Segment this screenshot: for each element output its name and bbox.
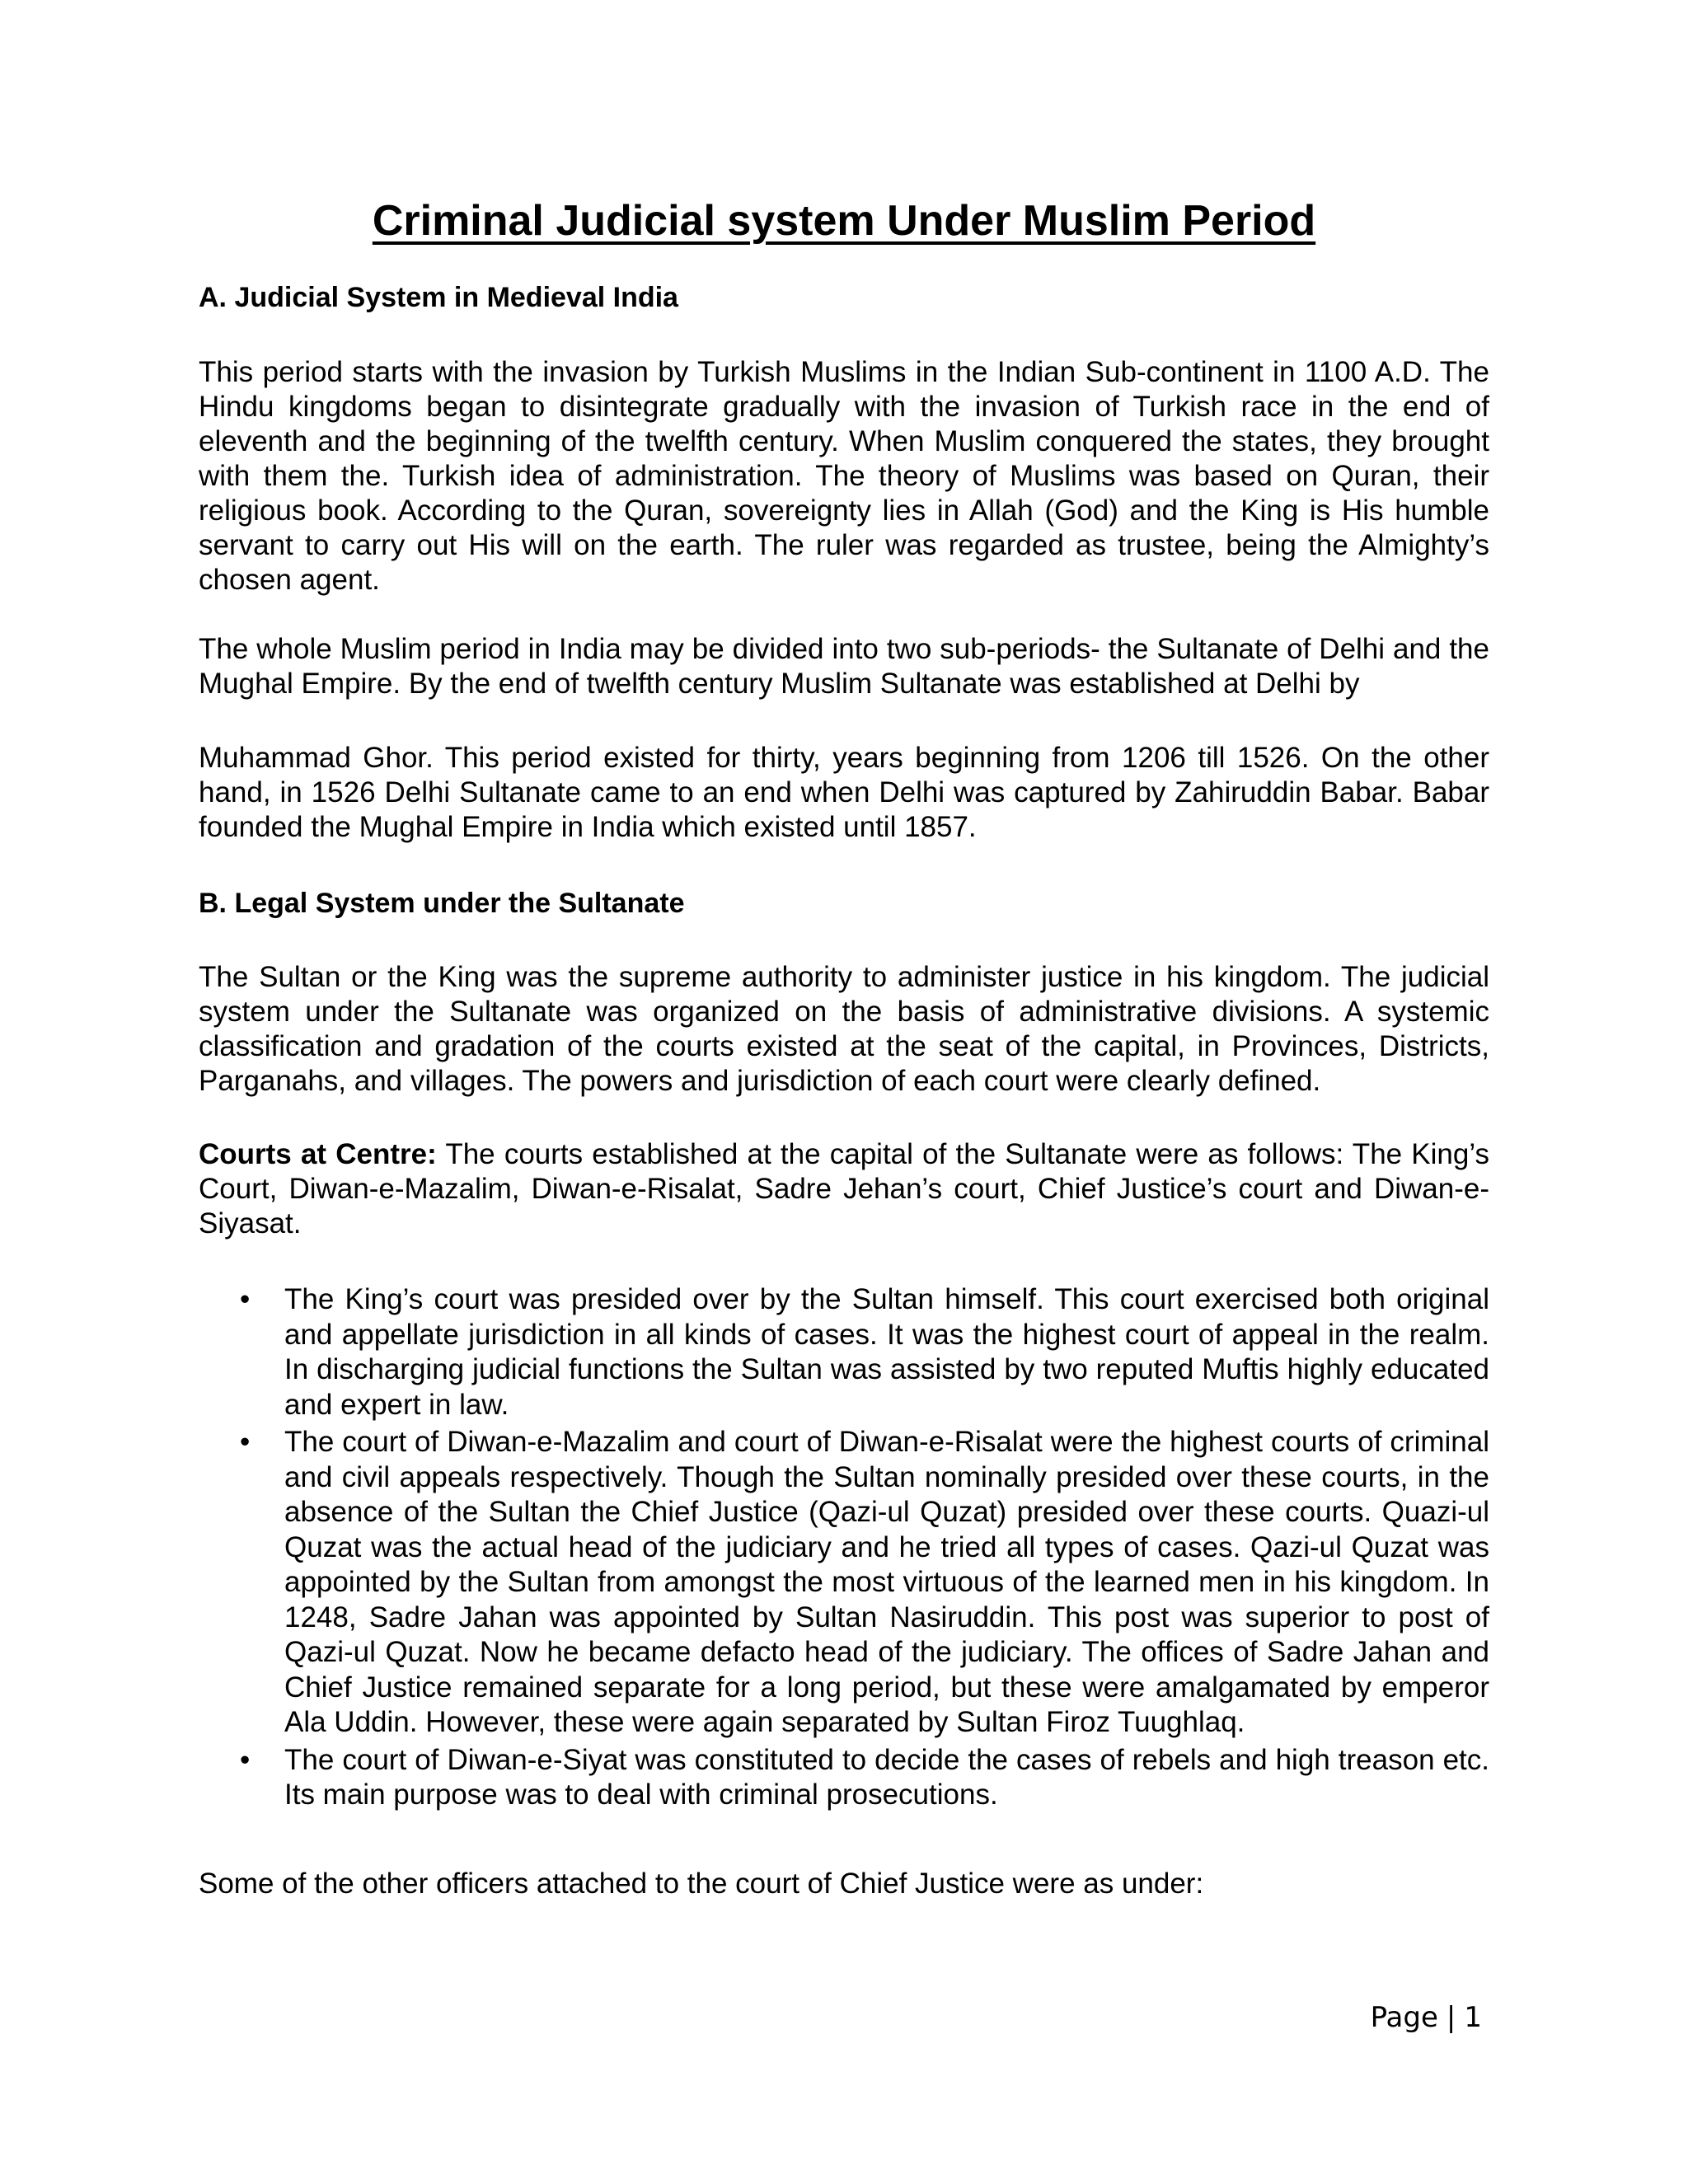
section-a-paragraph-2: The whole Muslim period in India may be divided into two sub-periods- the Sultanate of Delhi and the Mughal Empire. By the end of twelfth century Muslim Sultanate was established at Delhi by [199,633,1489,700]
document-title: Criminal Judicial system Under Muslim Period [372,197,1316,245]
page-number: 1 [1464,2001,1482,2034]
bullet-icon: • [240,1426,251,1458]
section-a-heading: A. Judicial System in Medieval India [199,282,678,313]
list-item [199,1425,1489,1741]
courts-bullet-list [199,1282,1489,1816]
section-b-heading: B. Legal System under the Sultanate [199,888,685,919]
list-item [199,1743,1489,1813]
page-separator: | [1446,2001,1456,2034]
page-label: Page [1370,2001,1438,2034]
list-item-text: The King’s court was presided over by the Sultan himself. This court exercised both original and appellate jurisdiction in all kinds of cases. It was the highest court of appeal in the realm. In discharging judicial functions the Sultan was assisted by two reputed Muftis highly educated and expert in law. [284,1283,1489,1421]
section-a-paragraph-1: This period starts with the invasion by Turkish Muslims in the Indian Sub-continent in 1100 A.D. The Hindu kingdoms began to disintegrate gradually with the invasion of Turkish race in the end of eleventh and the beginning of the twelfth century. When Muslim conquered the states, they brought with them the. Turkish idea of administration. The theory of Muslims was based on Quran, their religious book. According to the Quran, sovereignty lies in Allah (God) and the King is His humble servant to carry out His will on the earth. The ruler was regarded as trustee, being the Almighty’s chosen agent. [199,356,1489,596]
list-item-text: The court of Diwan-e-Mazalim and court of Diwan-e-Risalat were the highest courts of criminal and civil appeals respectively. Though the Sultan nominally presided over these courts, in the absence of the Sultan the Chief Justice (Qazi-ul Quzat) presided over these courts. Quazi-ul Quzat was the actual head of the judiciary and he tried all types of cases. Qazi-ul Quzat was appointed by the Sultan from amongst the most virtuous of the learned men in his kingdom. In 1248, Sadre Jahan was appointed by Sultan Nasiruddin. This post was superior to post of Qazi-ul Quzat. Now he became defacto head of the judiciary. The offices of Sadre Jahan and Chief Justice remained separate for a long period, but these were amalgamated by emperor Ala Uddin. However, these were again separated by Sultan Firoz Tuughlaq. [284,1426,1489,1738]
list-item [199,1282,1489,1422]
section-b-paragraph: The Sultan or the King was the supreme authority to administer justice in his kingdom. The judicial system under the Sultanate was organized on the basis of administrative divisions. A systemic classification and gradation of the courts existed at the seat of the capital, in Provinces, Districts, Parganahs, and villages. The powers and jurisdiction of each court were clearly defined. [199,961,1489,1097]
courts-at-centre-text: The courts established at the capital of the Sultanate were as follows: The King’s Court, Diwan-e-Mazalim, Diwan-e-Risalat, Sadre Jehan’s court, Chief Justice’s court and Diwan-e-Siyasat. [199,1138,1489,1240]
bullet-icon: • [240,1743,251,1776]
closing-paragraph: Some of the other officers attached to the court of Chief Justice were as under: [199,1868,1204,1900]
list-item-text: The court of Diwan-e-Siyat was constituted to decide the cases of rebels and high treason etc. Its main purpose was to deal with criminal prosecutions. [284,1743,1489,1811]
page-footer [1371,2001,1482,2034]
courts-at-centre-label: Courts at Centre: [199,1138,437,1170]
section-a-paragraph-3: Muhammad Ghor. This period existed for thirty, years beginning from 1206 till 1526. On the other hand, in 1526 Delhi Sultanate came to an end when Delhi was captured by Zahiruddin Babar. Babar founded the Mughal Empire in India which existed until 1857. [199,742,1489,843]
bullet-icon: • [240,1283,251,1315]
courts-at-centre-paragraph [199,1137,1489,1241]
